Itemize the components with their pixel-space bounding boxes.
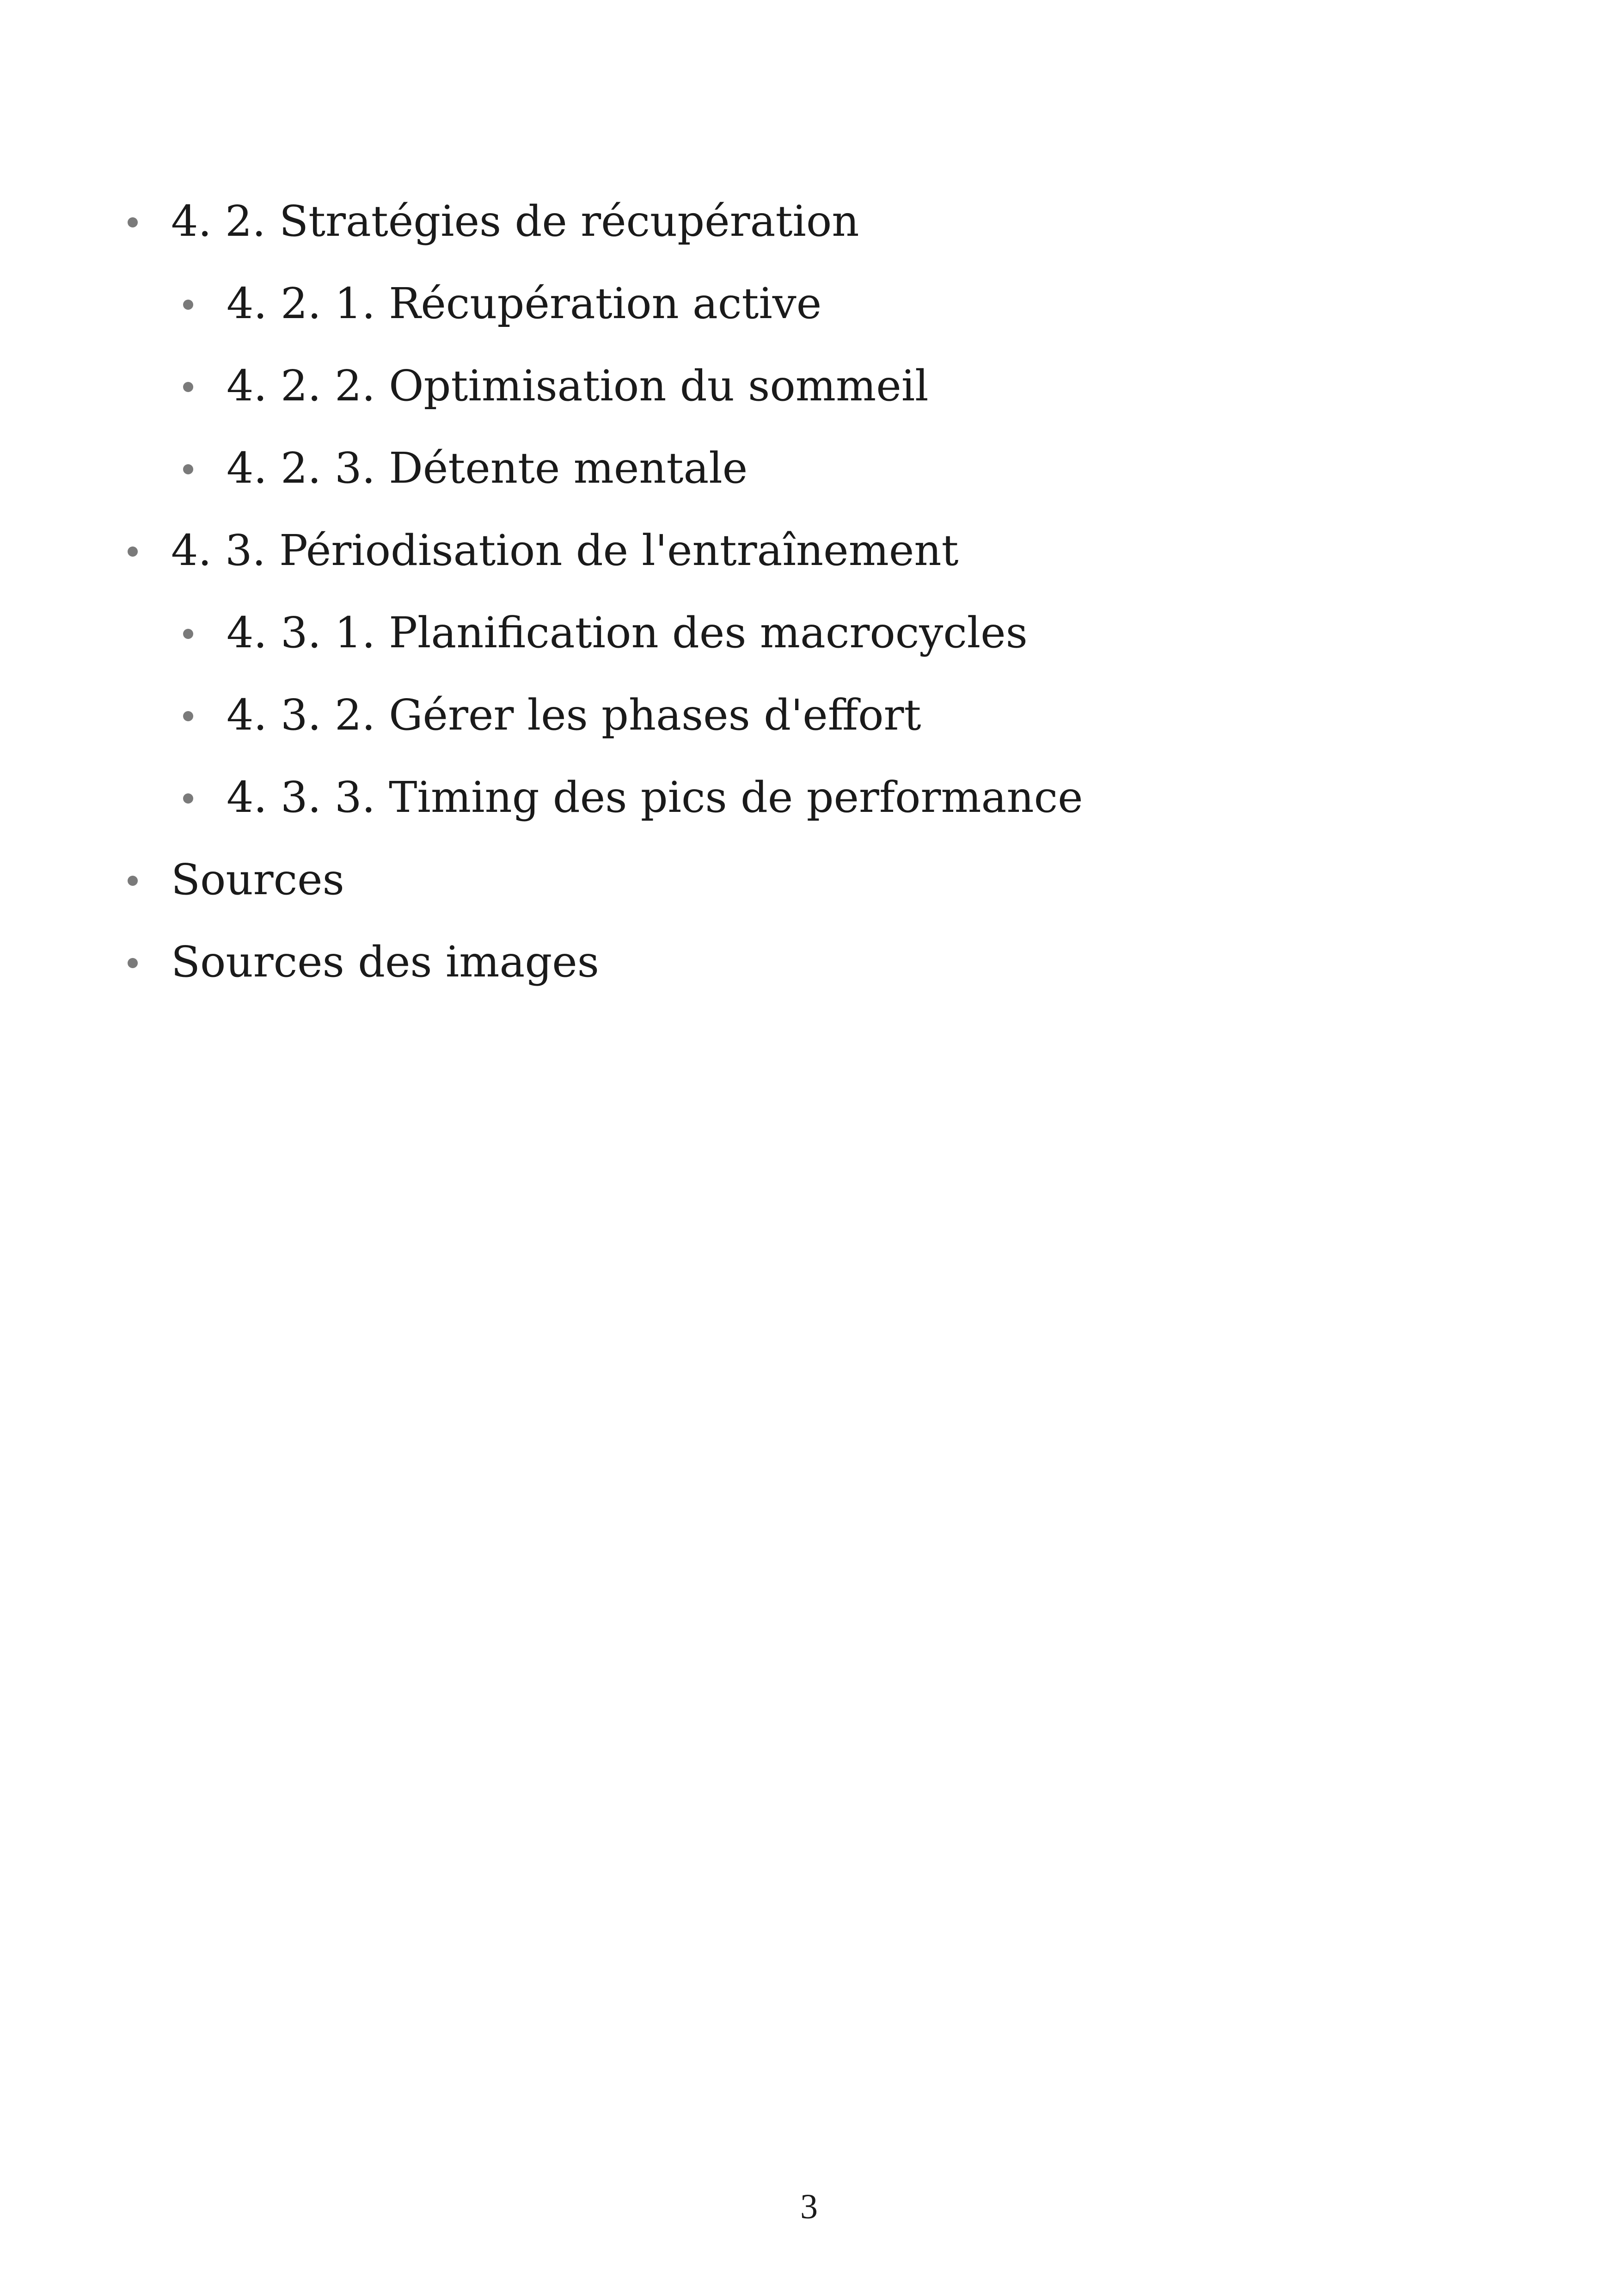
bullet-icon	[128, 876, 138, 886]
bullet-icon	[183, 300, 193, 310]
toc-item-4-3-2[interactable]	[116, 683, 1083, 766]
toc-item-label: Sources	[171, 855, 344, 904]
bullet-icon	[183, 382, 193, 392]
bullet-icon	[183, 629, 193, 639]
toc-item-4-2[interactable]	[116, 190, 1083, 272]
toc-item-label: 4. 2. 1. Récupération active	[227, 279, 822, 328]
toc-item-label: 4. 3. 3. Timing des pics de performance	[227, 773, 1083, 822]
toc-item-4-2-2[interactable]	[116, 354, 1083, 436]
toc-item-label: 4. 3. 2. Gérer les phases d'effort	[227, 690, 921, 740]
bullet-icon	[128, 217, 138, 227]
bullet-icon	[183, 793, 193, 804]
bullet-icon	[128, 546, 138, 557]
toc-item-label: 4. 3. 1. Planification des macrocycles	[227, 608, 1028, 657]
toc-item-4-3[interactable]	[116, 519, 1083, 601]
toc-item-4-3-3[interactable]	[116, 766, 1083, 848]
toc-item-4-3-1[interactable]	[116, 601, 1083, 683]
toc-item-label: 4. 2. 2. Optimisation du sommeil	[227, 361, 929, 411]
toc-item-sources[interactable]	[116, 848, 1083, 930]
toc-item-label: 4. 2. 3. Détente mentale	[227, 443, 748, 493]
toc-item-label: 4. 3. Périodisation de l'entraînement	[171, 526, 959, 575]
bullet-icon	[183, 711, 193, 721]
table-of-contents	[116, 190, 1083, 1013]
toc-item-label: 4. 2. Stratégies de récupération	[171, 196, 859, 246]
page-number: 3	[800, 2187, 818, 2226]
toc-item-4-2-1[interactable]	[116, 272, 1083, 354]
toc-item-label: Sources des images	[171, 937, 599, 987]
toc-item-image-sources[interactable]	[116, 930, 1083, 1013]
bullet-icon	[128, 958, 138, 968]
bullet-icon	[183, 464, 193, 474]
toc-item-4-2-3[interactable]	[116, 436, 1083, 519]
